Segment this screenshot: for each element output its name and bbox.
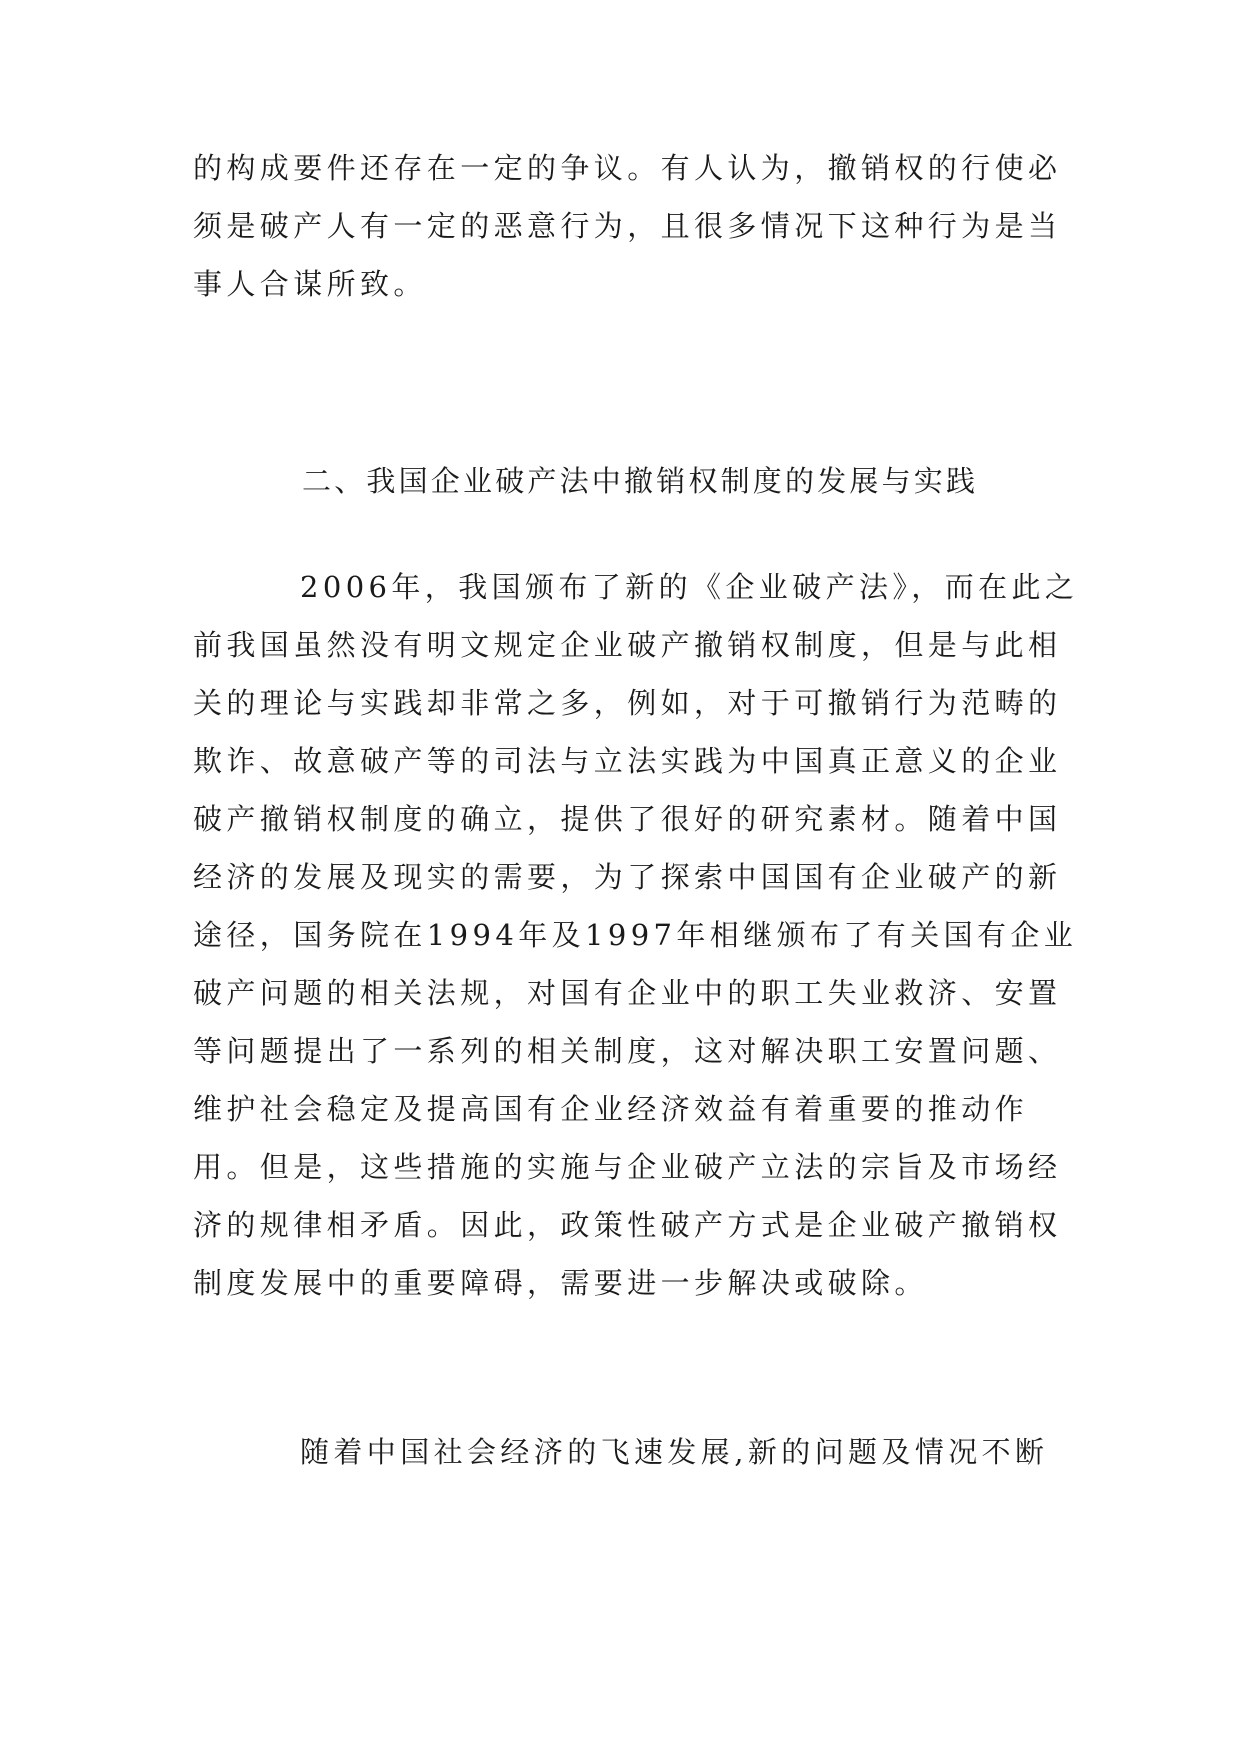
paragraph-2-line-7: 途径，国务院在1994年及1997年相继颁布了有关国有企业 [193, 918, 1078, 952]
paragraph-2-line-3: 关的理论与实践却非常之多，例如，对于可撤销行为范畴的 [193, 686, 1062, 720]
paragraph-2-line-2: 前我国虽然没有明文规定企业破产撤销权制度，但是与此相 [193, 628, 1062, 662]
paragraph-2-line-6: 经济的发展及现实的需要，为了探索中国国有企业破产的新 [193, 860, 1062, 894]
paragraph-1-line-3: 事人合谋所致。 [193, 267, 427, 301]
paragraph-2-line-11: 用。但是，这些措施的实施与企业破产立法的宗旨及市场经 [193, 1150, 1062, 1184]
paragraph-2-line-8: 破产问题的相关法规，对国有企业中的职工失业救济、安置 [193, 976, 1062, 1010]
paragraph-1-line-2: 须是破产人有一定的恶意行为，且很多情况下这种行为是当 [193, 209, 1062, 243]
paragraph-2-line-9: 等问题提出了一系列的相关制度，这对解决职工安置问题、 [193, 1034, 1062, 1068]
paragraph-2-line-4: 欺诈、故意破产等的司法与立法实践为中国真正意义的企业 [193, 744, 1062, 778]
paragraph-1-line-1: 的构成要件还存在一定的争议。有人认为，撤销权的行使必 [193, 151, 1062, 185]
paragraph-3-line-1: 随着中国社会经济的飞速发展,新的问题及情况不断 [300, 1435, 1049, 1469]
paragraph-2-line-5: 破产撤销权制度的确立，提供了很好的研究素材。随着中国 [193, 802, 1062, 836]
paragraph-2-line-12: 济的规律相矛盾。因此，政策性破产方式是企业破产撤销权 [193, 1208, 1062, 1242]
paragraph-2-line-10: 维护社会稳定及提高国有企业经济效益有着重要的推动作 [193, 1092, 1029, 1126]
section-heading: 二、我国企业破产法中撤销权制度的发展与实践 [302, 464, 979, 498]
paragraph-2-line-13: 制度发展中的重要障碍，需要进一步解决或破除。 [193, 1266, 928, 1300]
paragraph-2-line-1: 2006年，我国颁布了新的《企业破产法》，而在此之 [300, 570, 1079, 604]
